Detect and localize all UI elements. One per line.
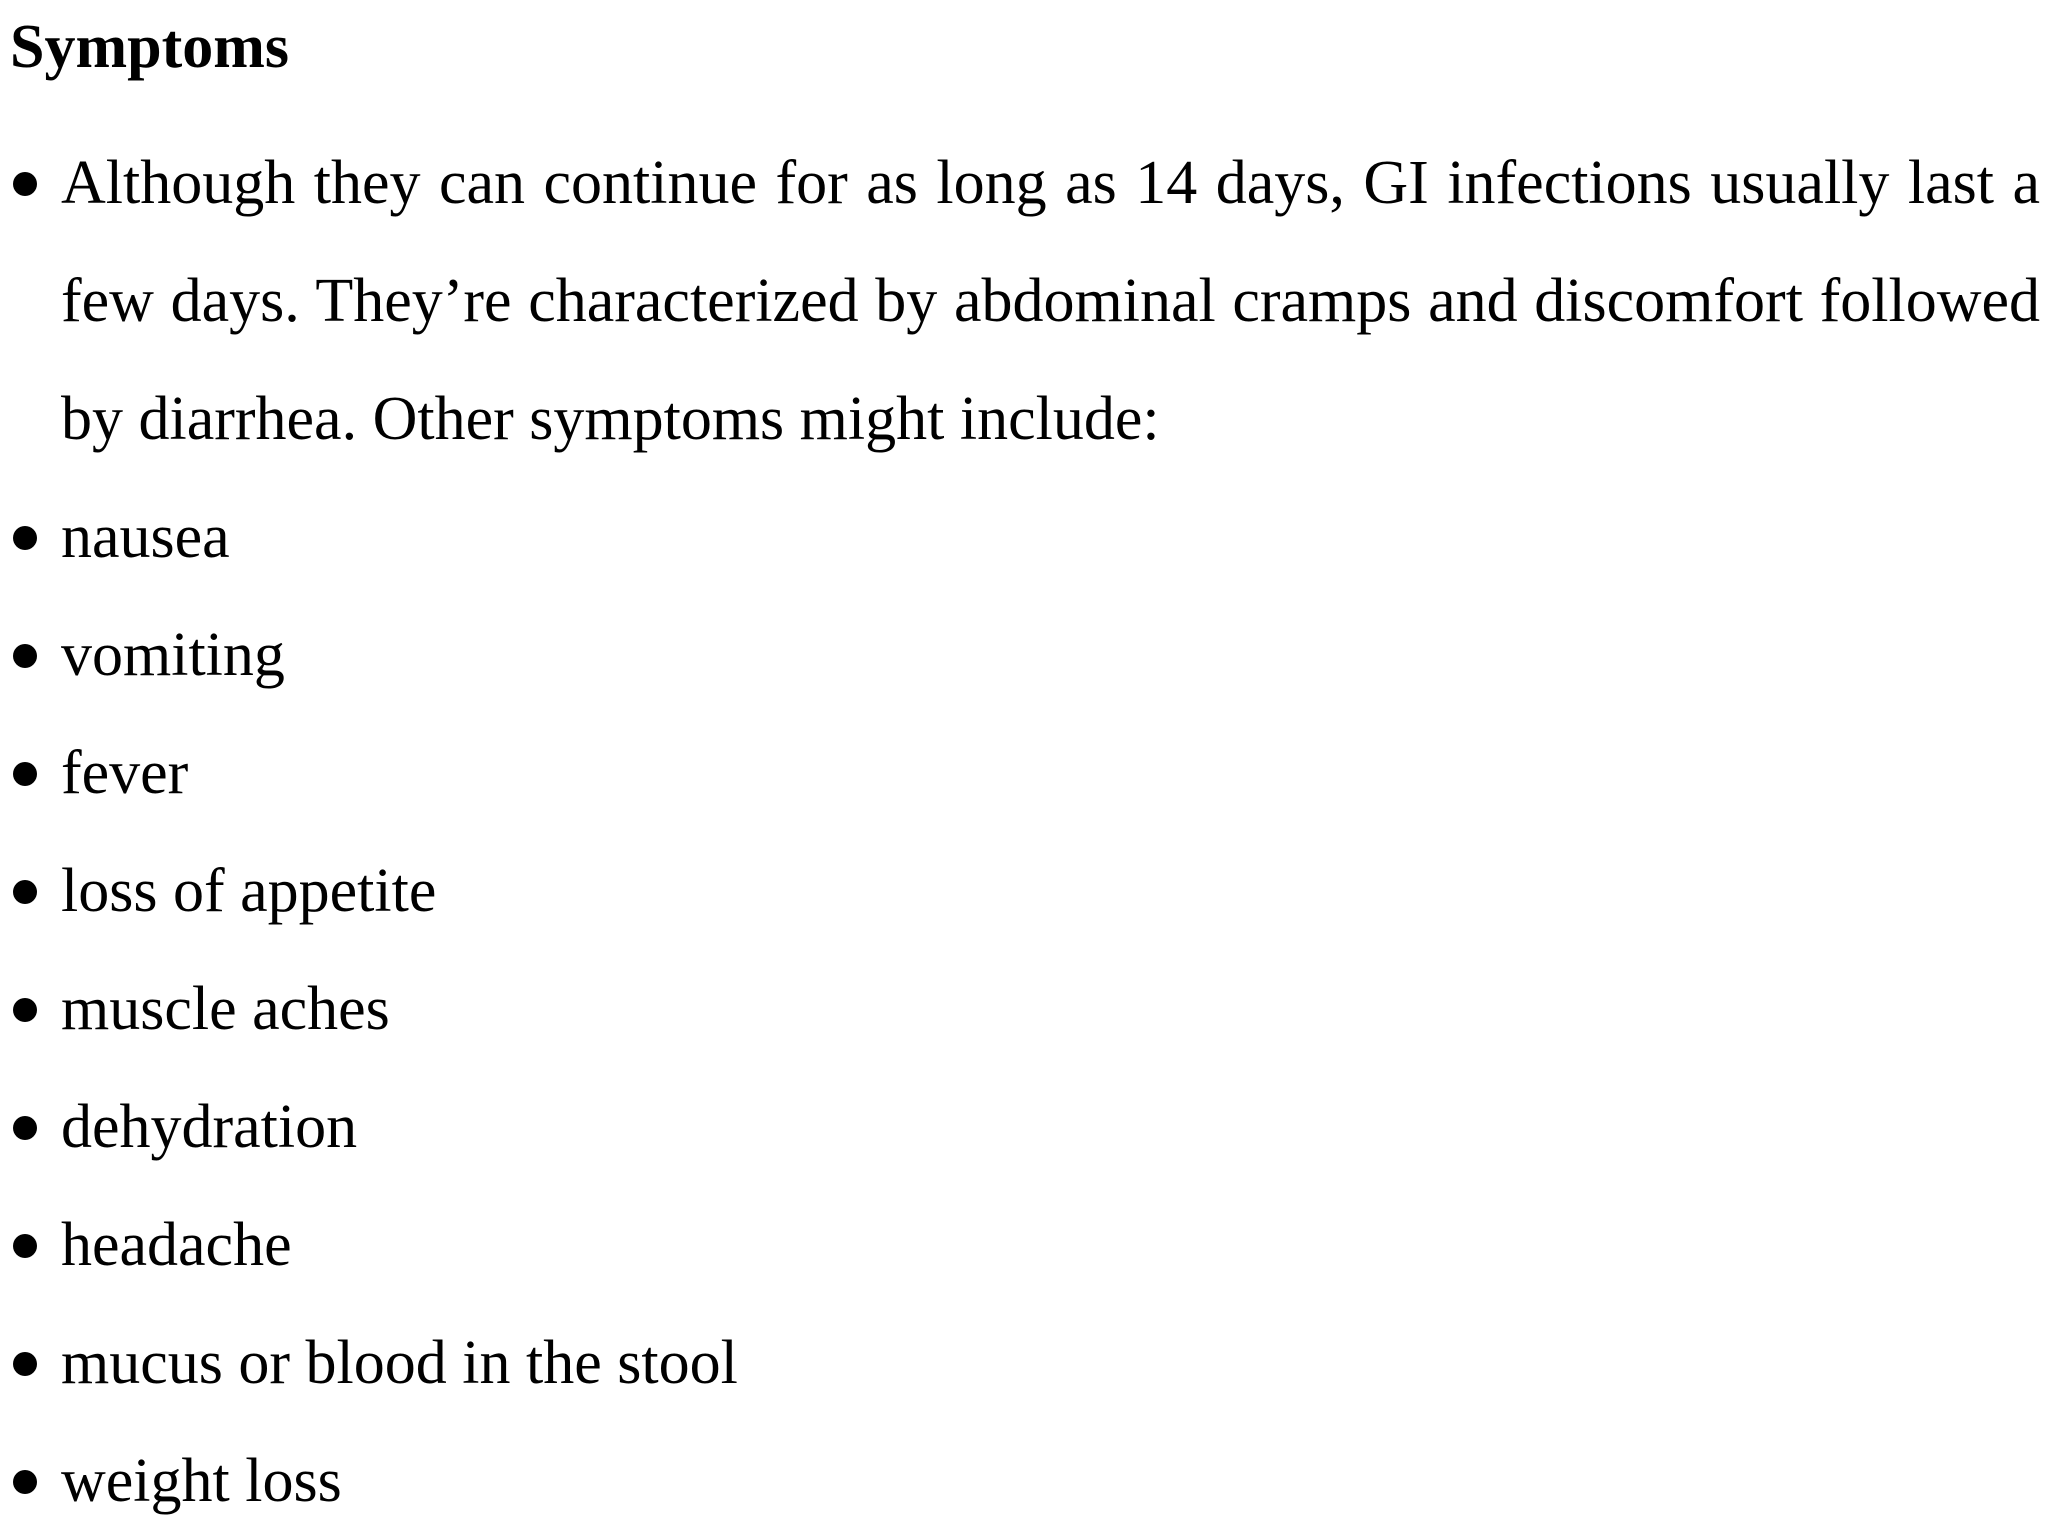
bullet-icon	[13, 526, 37, 550]
bullet-icon	[13, 1116, 37, 1140]
symptom-text: fever	[61, 739, 189, 807]
intro-paragraph-item	[10, 124, 2040, 478]
list-item	[10, 950, 2040, 1068]
symptom-text: dehydration	[61, 1093, 358, 1161]
list-item	[10, 1186, 2040, 1304]
bullet-icon	[13, 762, 37, 786]
bullet-icon	[13, 644, 37, 668]
symptom-text: nausea	[61, 503, 230, 571]
list-item	[10, 1422, 2040, 1540]
bullet-icon	[13, 1352, 37, 1376]
symptom-text: headache	[61, 1211, 292, 1279]
bullet-icon	[13, 880, 37, 904]
list-item	[10, 1068, 2040, 1186]
section-heading: Symptoms	[10, 13, 290, 81]
symptom-text: muscle aches	[61, 975, 390, 1043]
bullet-icon	[13, 998, 37, 1022]
symptom-text: loss of appetite	[61, 857, 437, 925]
symptom-text: weight loss	[61, 1447, 342, 1515]
symptom-text: vomiting	[61, 621, 285, 689]
intro-text: Although they can continue for as long as 14 days, GI infections usually last a few days. They’re characterized by abdominal cramps and discomfort followed by diarrhea. Other symptoms might include:	[61, 149, 2040, 453]
list-item	[10, 832, 2040, 950]
document-page	[10, 0, 2040, 1515]
bullet-icon	[13, 172, 37, 196]
symptoms-list	[10, 124, 2040, 1540]
symptom-text: mucus or blood in the stool	[61, 1329, 738, 1397]
list-item	[10, 714, 2040, 832]
bullet-icon	[13, 1470, 37, 1494]
list-item	[10, 596, 2040, 714]
bullet-icon	[13, 1234, 37, 1258]
list-item	[10, 478, 2040, 596]
list-item	[10, 1304, 2040, 1422]
